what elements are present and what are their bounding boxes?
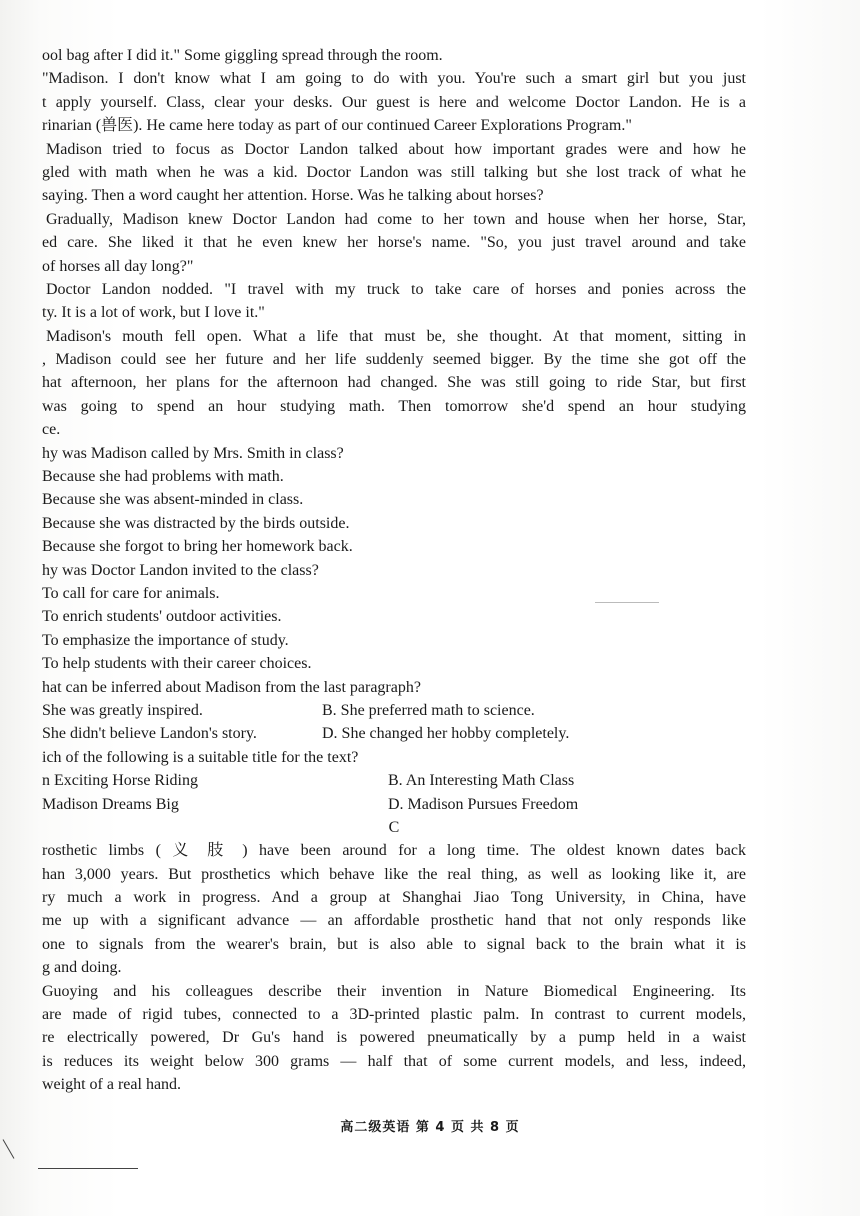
answer-option[interactable]: To call for care for animals.: [42, 584, 220, 602]
answer-option[interactable]: D. She changed her hobby completely.: [322, 725, 570, 743]
passage-line: one to signals from the wearer's brain, but is also able to signal back to the brain what it is: [42, 935, 746, 953]
passage-line: Madison tried to focus as Doctor Landon talked about how important grades were and how he: [46, 140, 746, 158]
passage-line: han 3,000 years. But prosthetics which behave like the real thing, as well as looking like it, are: [42, 865, 746, 883]
answer-option[interactable]: Because she forgot to bring her homework back.: [42, 538, 353, 556]
option-row: [42, 699, 746, 722]
answer-option[interactable]: n Exciting Horse Riding: [42, 772, 198, 790]
passage-b: [42, 44, 746, 442]
answer-option[interactable]: Madison Dreams Big: [42, 795, 179, 813]
passage-line: rosthetic limbs ( 义 肢 ) have been around for a long time. The oldest known dates back: [42, 842, 746, 860]
passage-line: me up with a significant advance — an affordable prosthetic hand that not only responds like: [42, 912, 746, 930]
answer-option[interactable]: To emphasize the importance of study.: [42, 631, 289, 649]
passage-line: "Madison. I don't know what I am going to do with you. You're such a smart girl but you just: [42, 70, 746, 88]
passage-line: Gradually, Madison knew Doctor Landon had come to her town and house when her horse, Star,: [46, 210, 746, 228]
answer-option[interactable]: Because she was distracted by the birds outside.: [42, 514, 350, 532]
passage-line: t apply yourself. Class, clear your desks. Our guest is here and welcome Doctor Landon. He is a: [42, 93, 746, 111]
passage-c: [42, 839, 746, 1096]
answer-option[interactable]: To help students with their career choices.: [42, 655, 312, 673]
passage-line: Doctor Landon nodded. "I travel with my truck to take care of horses and ponies across the: [46, 280, 746, 298]
passage-line: , Madison could see her future and her life suddenly seemed bigger. By the time she got off the: [42, 351, 746, 369]
passage-line: Guoying and his colleagues describe their invention in Nature Biomedical Engineering. Its: [42, 982, 746, 1000]
passage-line: ed care. She liked it that he even knew her horse's name. "So, you just travel around and take: [42, 234, 746, 252]
question-4: [42, 746, 746, 816]
passage-line: are made of rigid tubes, connected to a 3D-printed plastic palm. In contrast to current models,: [42, 1006, 746, 1024]
option-row: [42, 722, 746, 745]
answer-option[interactable]: D. Madison Pursues Freedom: [388, 795, 579, 813]
question-stem: hy was Madison called by Mrs. Smith in class?: [42, 444, 344, 462]
answer-option[interactable]: To enrich students' outdoor activities.: [42, 608, 282, 626]
passage-line: saying. Then a word caught her attention. Horse. Was he talking about horses?: [42, 187, 544, 205]
passage-line: weight of a real hand.: [42, 1076, 182, 1094]
passage-line: is reduces its weight below 300 grams — half that of some current models, and less, indeed,: [42, 1052, 746, 1070]
page-footer: 高二级英语 第 4 页 共 8 页: [340, 1120, 520, 1135]
passage-line: g and doing.: [42, 959, 122, 977]
passage-line: rinarian (兽医). He came here today as part of our continued Career Explorations Program.": [42, 117, 632, 135]
passage-line: of horses all day long?": [42, 257, 194, 275]
passage-line: ry much a work in progress. And a group at Shanghai Jiao Tong University, in China, have: [42, 889, 746, 907]
passage-line: Madison's mouth fell open. What a life that must be, she thought. At that moment, sitting in: [46, 327, 746, 345]
section-heading: C: [388, 818, 400, 836]
passage-line: ool bag after I did it." Some giggling spread through the room.: [42, 47, 443, 64]
question-2: [42, 559, 746, 676]
passage-line: re electrically powered, Dr Gu's hand is powered pneumatically by a pump held in a waist: [42, 1029, 746, 1047]
text-column: [42, 44, 746, 1097]
question-stem: ich of the following is a suitable title for the text?: [42, 748, 359, 766]
answer-option[interactable]: B. She preferred math to science.: [322, 701, 535, 719]
question-3: [42, 676, 746, 746]
answer-option[interactable]: She didn't believe Landon's story.: [42, 725, 257, 743]
passage-line: ce.: [42, 421, 61, 439]
question-stem: hy was Doctor Landon invited to the class?: [42, 561, 319, 579]
passage-line: was going to spend an hour studying math. Then tomorrow she'd spend an hour studying: [42, 397, 746, 415]
answer-option[interactable]: B. An Interesting Math Class: [388, 772, 575, 790]
scan-mark: [38, 1168, 138, 1169]
scan-mark: [3, 1139, 15, 1159]
passage-line: ty. It is a lot of work, but I love it.": [42, 304, 265, 322]
question-stem: hat can be inferred about Madison from the last paragraph?: [42, 678, 421, 696]
answer-option[interactable]: She was greatly inspired.: [42, 701, 203, 719]
option-row: [42, 769, 746, 792]
passage-line: hat afternoon, her plans for the afternoon had changed. She was still going to ride Star, but first: [42, 374, 746, 392]
answer-option[interactable]: Because she was absent-minded in class.: [42, 491, 304, 509]
question-1: [42, 442, 746, 559]
scan-mark: [595, 602, 659, 603]
option-row: [42, 793, 746, 816]
passage-line: gled with math when he was a kid. Doctor Landon was still talking but she lost track of what he: [42, 163, 746, 181]
answer-option[interactable]: Because she had problems with math.: [42, 468, 284, 486]
